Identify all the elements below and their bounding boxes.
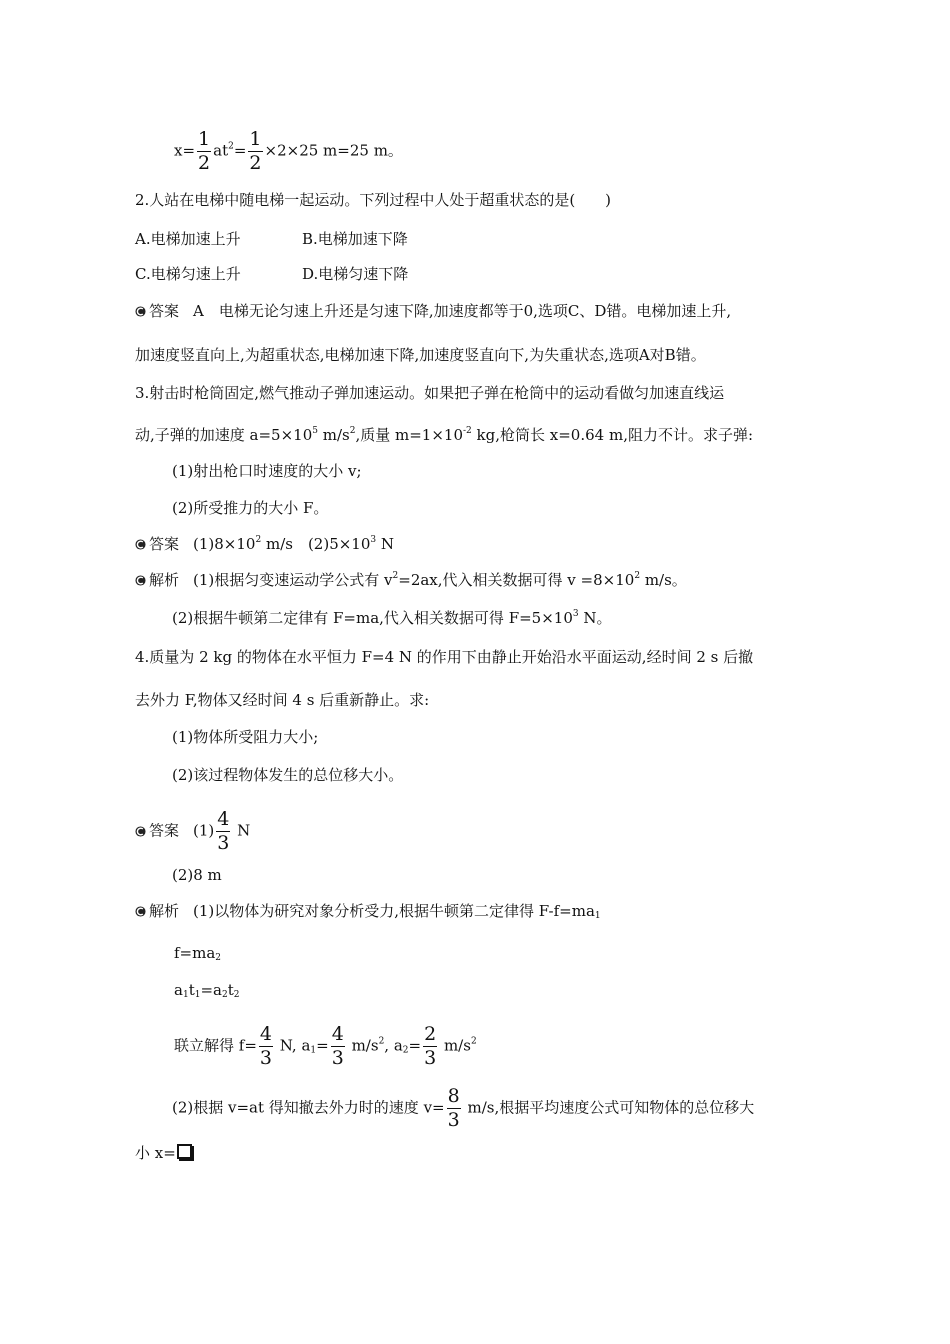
explanation-label: 解析 xyxy=(149,571,180,589)
text-fragment: 8 xyxy=(447,1085,460,1107)
fraction-v xyxy=(447,1087,461,1130)
text-fragment: 2 xyxy=(249,152,262,174)
formula-line-x xyxy=(174,130,403,173)
text-fragment: = xyxy=(316,1036,329,1055)
question-3: 3.射击时枪筒固定,燃气推动子弹加速运动。如果把子弹在枪筒中的运动看做匀加速直线运 xyxy=(135,384,725,402)
text-fragment: 2 xyxy=(470,1036,477,1047)
text-fragment: 2 xyxy=(378,1036,385,1047)
text-fragment: x= xyxy=(174,141,196,160)
answer-tag-icon xyxy=(135,306,146,317)
text-fragment: 3 xyxy=(572,609,579,619)
q4-answer-2: (2)8 m xyxy=(172,866,222,884)
explanation-tag-icon xyxy=(135,906,146,917)
question-3-cont xyxy=(135,425,753,445)
answer-tag-icon xyxy=(135,539,146,550)
text-fragment: m/s xyxy=(346,1036,379,1055)
text-fragment: 4 xyxy=(217,808,230,830)
fraction-four-thirds xyxy=(216,810,230,853)
text-fragment: kg,枪筒长 x=0.64 m,阻力不计。求子弹: xyxy=(471,426,754,444)
q4-explanation-f xyxy=(174,943,221,963)
missing-formula-box xyxy=(177,1144,192,1159)
q4-explanation-at xyxy=(174,980,239,1000)
text-fragment: m/s xyxy=(317,426,350,444)
q4-explanation-2 xyxy=(172,1087,754,1130)
answer-tag-icon xyxy=(135,826,146,837)
q4-answer xyxy=(135,810,250,853)
text-fragment: (1)以物体为研究对象分析受力,根据牛顿第二定律得 F-f=ma xyxy=(193,902,595,920)
text-fragment: N。 xyxy=(578,609,612,627)
text-fragment: 2 xyxy=(349,426,356,436)
text-fragment: m/s。 xyxy=(640,571,687,589)
fraction-a2 xyxy=(423,1025,437,1068)
text-fragment: 1 xyxy=(182,990,189,1000)
answer-label: 答案 xyxy=(149,535,180,553)
fraction-half-2 xyxy=(248,130,262,173)
text-fragment: f=ma xyxy=(174,944,216,962)
text-fragment: 联立解得 f= xyxy=(174,1036,257,1055)
text-fragment: N, a xyxy=(274,1036,311,1055)
text-fragment: 3 xyxy=(217,832,230,854)
text-fragment: 2 xyxy=(221,990,228,1000)
explanation-tag-icon xyxy=(135,575,146,586)
text-fragment: 3 xyxy=(424,1047,437,1069)
text-fragment: 2 xyxy=(228,141,234,152)
fraction-f xyxy=(259,1025,273,1068)
text-fragment: (2)根据牛顿第二定律有 F=ma,代入相关数据可得 F=5×10 xyxy=(172,609,573,627)
text-fragment: 1 xyxy=(310,1045,317,1056)
text-fragment: , a xyxy=(384,1036,403,1055)
text-fragment: A 电梯无论匀速上升还是匀速下降,加速度都等于0,选项C、D错。电梯加速上升, xyxy=(193,302,732,320)
text-fragment: =2ax,代入相关数据可得 v =8×10 xyxy=(398,571,635,589)
text-fragment: (1) xyxy=(193,821,215,840)
q2-answer-cont: 加速度竖直向上,为超重状态,电梯加速下降,加速度竖直向下,为失重状态,选项A对B错。 xyxy=(135,346,706,364)
text-fragment: 2 xyxy=(233,990,240,1000)
q4-part-2: (2)该过程物体发生的总位移大小。 xyxy=(172,766,404,784)
text-fragment: ,质量 m=1×10 xyxy=(355,426,463,444)
text-fragment: at xyxy=(213,141,229,160)
explanation-label: 解析 xyxy=(149,902,180,920)
q2-answer xyxy=(135,301,731,321)
answer-label: 答案 xyxy=(149,821,180,840)
text-fragment: 2 xyxy=(215,953,222,963)
text-fragment: 1 xyxy=(198,128,211,150)
text-fragment: 2 xyxy=(392,571,399,581)
text-fragment: N xyxy=(232,821,251,840)
q4-explanation-2-cont xyxy=(135,1143,192,1163)
text-fragment: 3 xyxy=(331,1047,344,1069)
q3-explanation xyxy=(135,570,687,590)
text-fragment: m/s,根据平均速度公式可知物体的总位移大 xyxy=(462,1098,755,1117)
text-fragment: ×2×25 m=25 m。 xyxy=(264,141,403,160)
text-fragment: 3 xyxy=(370,535,377,545)
text-fragment: -2 xyxy=(463,426,472,436)
text-fragment: 2 xyxy=(634,571,641,581)
text-fragment: 5 xyxy=(312,426,318,436)
text-fragment: 1 xyxy=(249,128,262,150)
text-fragment: (1)根据匀变速运动学公式有 v xyxy=(193,571,393,589)
text-fragment: (1)8×10 xyxy=(193,535,256,553)
text-fragment: m/s (2)5×10 xyxy=(261,535,371,553)
text-fragment: 2 xyxy=(402,1045,409,1056)
text-fragment: =a xyxy=(200,981,222,999)
text-fragment: 4 xyxy=(259,1023,272,1045)
text-fragment: 动,子弹的加速度 a=5×10 xyxy=(135,426,313,444)
text-fragment: 1 xyxy=(594,911,601,921)
text-fragment: 1 xyxy=(194,990,201,1000)
text-fragment: 2 xyxy=(255,535,262,545)
question-4: 4.质量为 2 kg 的物体在水平恒力 F=4 N 的作用下由静止开始沿水平面运动,经时间 2 s 后撤 xyxy=(135,648,754,666)
text-fragment: 3 xyxy=(259,1047,272,1069)
q2-option-c: C.电梯匀速上升 xyxy=(135,265,241,283)
text-fragment: 小 x= xyxy=(135,1144,176,1162)
fraction-half xyxy=(197,130,211,173)
answer-label: 答案 xyxy=(149,302,180,320)
q4-explanation xyxy=(135,901,601,921)
question-4-cont: 去外力 F,物体又经时间 4 s 后重新静止。求: xyxy=(135,691,430,709)
q3-answer xyxy=(135,534,394,554)
question-2: 2.人站在电梯中随电梯一起运动。下列过程中人处于超重状态的是( ) xyxy=(135,191,612,209)
q3-part-1: (1)射出枪口时速度的大小 v; xyxy=(172,462,362,480)
q2-option-a: A.电梯加速上升 xyxy=(135,230,241,248)
text-fragment: 2 xyxy=(424,1023,437,1045)
text-fragment: 2 xyxy=(198,152,211,174)
text-fragment: a xyxy=(174,981,183,999)
text-fragment: m/s xyxy=(439,1036,471,1055)
text-fragment: 4 xyxy=(331,1023,344,1045)
q4-explanation-solve xyxy=(174,1025,477,1068)
q2-option-d: D.电梯匀速下降 xyxy=(302,265,409,283)
q3-explanation-2 xyxy=(172,608,612,628)
text-fragment: t xyxy=(188,981,195,999)
q3-part-2: (2)所受推力的大小 F。 xyxy=(172,499,329,517)
text-fragment: t xyxy=(227,981,234,999)
text-fragment: = xyxy=(408,1036,422,1055)
text-fragment: N xyxy=(376,535,395,553)
fraction-a1 xyxy=(331,1025,345,1068)
text-fragment: = xyxy=(233,141,247,160)
q4-part-1: (1)物体所受阻力大小; xyxy=(172,728,319,746)
text-fragment: 3 xyxy=(447,1109,460,1131)
text-fragment: (2)根据 v=at 得知撤去外力时的速度 v= xyxy=(172,1098,445,1117)
q2-option-b: B.电梯加速下降 xyxy=(302,230,408,248)
